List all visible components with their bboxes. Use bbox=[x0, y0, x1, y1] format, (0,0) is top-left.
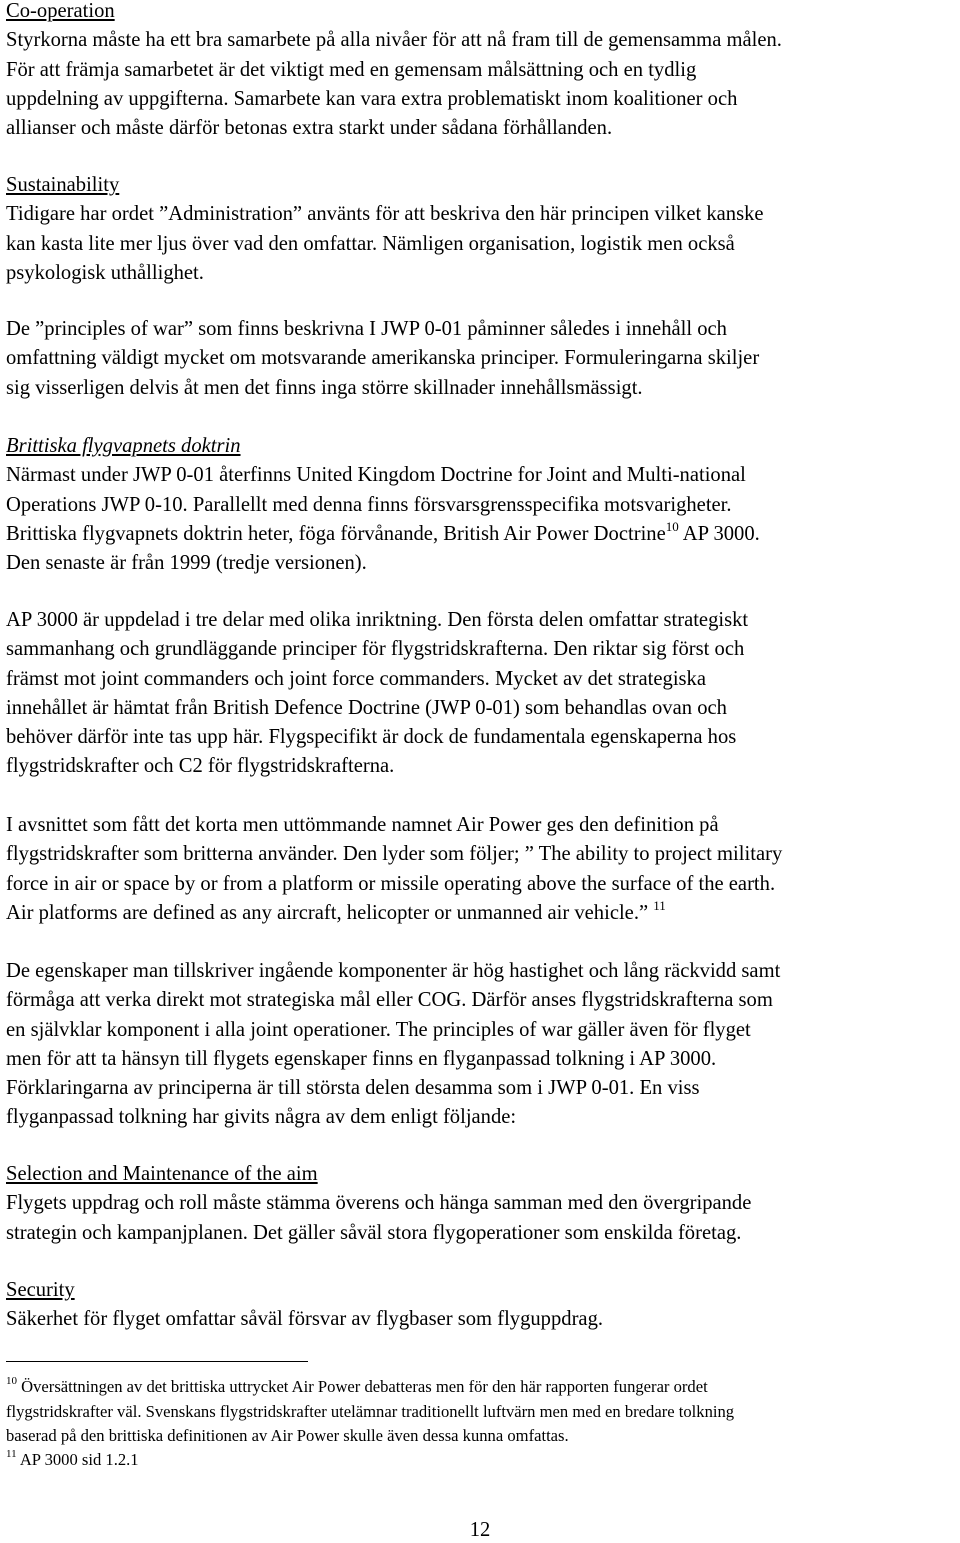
paragraph-line: en självklar komponent i alla joint operationer. The principles of war gäller även för flyget bbox=[6, 1018, 751, 1041]
paragraph-egenskaper bbox=[6, 957, 956, 1133]
section-brittiska-flygvapnets-doktrin bbox=[6, 432, 956, 578]
heading-selection-and-maintenance: Selection and Maintenance of the aim bbox=[6, 1163, 318, 1185]
footnote-separator bbox=[6, 1361, 308, 1362]
paragraph-line: Säkerhet för flyget omfattar såväl försvar av flygbaser som flyguppdrag. bbox=[6, 1308, 604, 1331]
paragraph-line: men för att ta hänsyn till flygets egenskaper finns en flyganpassad tolkning i AP 3000. bbox=[6, 1047, 717, 1070]
paragraph-line: flyganpassad tolkning har givits några av dem enligt följande: bbox=[6, 1106, 517, 1129]
paragraph-line: flygstridskrafter och C2 för flygstridskrafterna. bbox=[6, 755, 395, 778]
footnote-line bbox=[6, 1375, 956, 1400]
section-selection-and-maintenance bbox=[6, 1160, 956, 1248]
heading-security: Security bbox=[6, 1279, 75, 1301]
footnote-11 bbox=[6, 1448, 956, 1473]
paragraph-line: sammanhang och grundläggande principer för flygstridskrafterna. Den riktar sig först och bbox=[6, 638, 745, 661]
paragraph-line: omfattning väldigt mycket om motsvarande amerikanska principer. Formuleringarna skiljer bbox=[6, 347, 760, 370]
footnote-number: 11 bbox=[6, 1448, 17, 1461]
paragraph-principles-of-war bbox=[6, 315, 956, 403]
paragraph-line: sig visserligen delvis åt men det finns inga större skillnader innehållsmässigt. bbox=[6, 376, 643, 399]
page-number: 12 bbox=[469, 1519, 491, 1541]
section-security bbox=[6, 1276, 956, 1335]
footnote-line: flygstridskrafter väl. Svenskans flygstridskrafter utelämnar traditionellt luftvärn men med en bredare tolkning bbox=[6, 1401, 735, 1421]
paragraph-line: AP 3000 är uppdelad i tre delar med olika inriktning. Den första delen omfattar strategiskt bbox=[6, 609, 749, 631]
paragraph-line: kan kasta lite mer ljus över vad den omfattar. Nämligen organisation, logistik men också bbox=[6, 232, 735, 255]
footnote-line bbox=[6, 1448, 956, 1473]
paragraph-line: allianser och måste därför betonas extra starkt under sådana förhållanden. bbox=[6, 117, 613, 140]
paragraph-ap3000 bbox=[6, 606, 956, 782]
paragraph-line: Operations JWP 0-10. Parallellt med denna finns försvarsgrensspecifika motsvarigheter. bbox=[6, 493, 732, 516]
heading-sustainability: Sustainability bbox=[6, 174, 120, 196]
section-co-operation bbox=[6, 0, 956, 143]
paragraph-line: uppdelning av uppgifterna. Samarbete kan vara extra problematiskt inom koalitioner och bbox=[6, 87, 738, 110]
line-text: AP 3000. bbox=[678, 522, 760, 545]
section-sustainability bbox=[6, 171, 956, 288]
line-text: Air platforms are defined as any aircraft, helicopter or unmanned air vehicle.” bbox=[6, 901, 649, 924]
paragraph-line: Tidigare har ordet ”Administration” använts för att beskriva den här principen vilket kanske bbox=[6, 203, 764, 226]
footnote-ref-10[interactable]: 10 bbox=[665, 519, 679, 535]
paragraph-line: I avsnittet som fått det korta men uttömmande namnet Air Power ges den definition på bbox=[6, 814, 719, 836]
paragraph-line: psykologisk uthållighet. bbox=[6, 261, 204, 284]
paragraph-line: De egenskaper man tillskriver ingående komponenter är hög hastighet och lång räckvidd samt bbox=[6, 960, 781, 982]
paragraph-line: Flygets uppdrag och roll måste stämma överens och hänga samman med den övergripande bbox=[6, 1192, 752, 1215]
paragraph-line: strategin och kampanjplanen. Det gäller såväl stora flygoperationer som enskilda företag. bbox=[6, 1221, 742, 1244]
footnote-ref-11[interactable]: 11 bbox=[653, 898, 666, 914]
paragraph-line: flygstridskrafter som britterna använder. Den lyder som följer; ” The ability to project military bbox=[6, 843, 783, 866]
paragraph-line bbox=[6, 899, 956, 928]
paragraph-line: Närmast under JWP 0-01 återfinns United Kingdom Doctrine for Joint and Multi-national bbox=[6, 464, 746, 487]
footnote-text: AP 3000 sid 1.2.1 bbox=[16, 1450, 139, 1469]
paragraph-line: innehållet är hämtat från British Defence Doctrine (JWP 0-01) som behandlas ovan och bbox=[6, 696, 727, 719]
paragraph-line: främst mot joint commanders och joint force commanders. Mycket av det strategiska bbox=[6, 667, 706, 690]
paragraph-line: Styrkorna måste ha ett bra samarbete på alla nivåer för att nå fram till de gemensamma målen. bbox=[6, 29, 782, 52]
paragraph-line: De ”principles of war” som finns beskrivna I JWP 0-01 påminner således i innehåll och bbox=[6, 318, 727, 340]
paragraph-line: force in air or space by or from a platform or missile operating above the surface of the earth. bbox=[6, 872, 776, 895]
paragraph-line: För att främja samarbetet är det viktigt med en gemensam målsättning och en tydlig bbox=[6, 58, 697, 81]
paragraph-line: Den senaste är från 1999 (tredje versionen). bbox=[6, 552, 367, 575]
line-text: Brittiska flygvapnets doktrin heter, föga förvånande, British Air Power Doctrine bbox=[6, 522, 666, 545]
footnote-text: Översättningen av det brittiska uttrycket Air Power debatteras men för den här rapporten fungerar ordet bbox=[17, 1377, 708, 1396]
paragraph-line: behöver därför inte tas upp här. Flygspecifikt är dock de fundamentala egenskaperna hos bbox=[6, 726, 737, 749]
footnote-number: 10 bbox=[6, 1375, 17, 1388]
paragraph-air-power-definition bbox=[6, 811, 956, 928]
paragraph-line: Förklaringarna av principerna är till största delen desamma som i JWP 0-01. En viss bbox=[6, 1077, 700, 1100]
heading-brittiska-flygvapnets-doktrin: Brittiska flygvapnets doktrin bbox=[6, 435, 241, 457]
paragraph-line: förmåga att verka direkt mot strategiska mål eller COG. Därför anses flygstridskrafterna som bbox=[6, 989, 773, 1012]
footnote-line: baserad på den brittiska definitionen av Air Power skulle även dessa kunna omfattas. bbox=[6, 1426, 569, 1445]
paragraph-line bbox=[6, 520, 956, 549]
footnote-10 bbox=[6, 1375, 956, 1449]
heading-co-operation: Co-operation bbox=[6, 0, 115, 22]
